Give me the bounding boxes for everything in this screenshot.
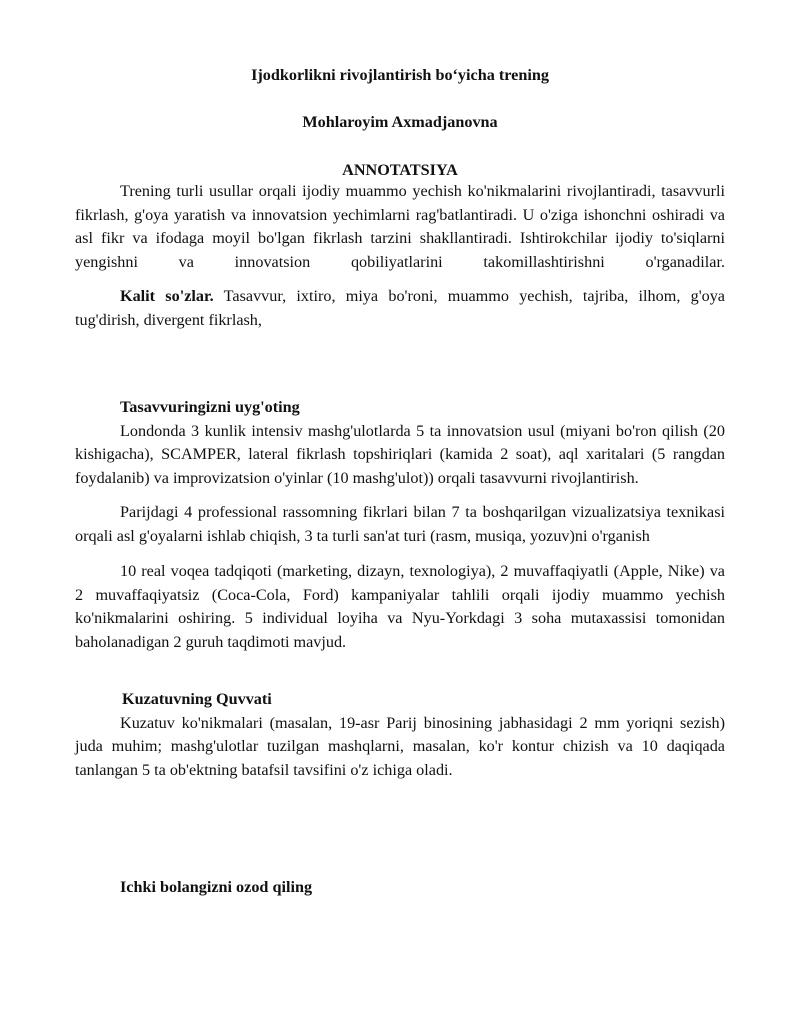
section2-paragraph-1: Kuzatuv ko'nikmalari (masalan, 19-asr Parij binosining jabhasidagi 2 mm yoriqni sezish) juda muhim; mashg'ulotlar tuzilgan mashqlarni, masalan, ko'r kontur chizish va 10 daqiqada tanlangan 5 ta ob'ektning batafsil tavsifini o'z ichiga oladi. <box>75 713 725 779</box>
keywords-paragraph <box>75 285 725 332</box>
section1-paragraph-1: Londonda 3 kunlik intensiv mashg'ulotlarda 5 ta innovatsion usul (miyani bo'ron qilish (20 kishigacha), SCAMPER, lateral fikrlash topshiriqlari (kamida 2 soat), aql xaritalari (5 rangdan foydalanib) va improvizatsion o'yinlar (10 mashg'ulot)) orqali tasavvurni rivojlantirish. <box>75 421 725 487</box>
annotation-heading: ANNOTATSIYA <box>342 161 458 179</box>
section1-paragraph-3: 10 real voqea tadqiqoti (marketing, dizayn, texnologiya), 2 muvaffaqiyatli (Apple, Nike) va 2 muvaffaqiyatsiz (Coca-Cola, Ford) kampaniyalar tahlili orqali ijodiy muammo yechish ko'nikmalarini oshiring. 5 individual loyiha va Nyu-Yorkdagi 3 soha mutaxassisi tomonidan baholanadigan 2 guruh taqdimoti mavjud. <box>75 562 725 651</box>
annotation-paragraph: Trening turli usullar orqali ijodiy muammo yechish ko'nikmalarini rivojlantiradi, tasavvurli fikrlash, g'oya yaratish va innovatsion yechimlarni rag'batlantiradi. U o'ziga ishonchni oshiradi va asl fikr va ifodaga moyil bo'lgan fikrlash tarzini shakllantiradi. Ishtirokchilar ijodiy to'siqlarni yengishni va innovatsion qobiliyatlarini takomillashtirishni o'rganadilar. <box>75 182 725 271</box>
keywords-text: Tasavvur, ixtiro, miya bo'roni, muammo yechish, tajriba, ilhom, g'oya tug'dirish, divergent fikrlash, <box>75 287 725 329</box>
document-author: Mohlaroyim Axmadjanovna <box>302 113 498 131</box>
section-heading-imagination: Tasavvuringizni uyg'oting <box>120 398 300 416</box>
document-page <box>75 0 725 900</box>
keywords-label: Kalit so'zlar. <box>120 287 214 305</box>
section1-paragraph-2: Parijdagi 4 professional rassomning fikrlari bilan 7 ta boshqarilgan vizualizatsiya texnikasi orqali asl g'oyalarni ishlab chiqish, 3 ta turli san'at turi (rasm, musiqa, yozuv)ni o'rganish <box>75 503 725 545</box>
document-title: Ijodkorlikni rivojlantirish bo‘yicha trening <box>251 66 549 84</box>
section-heading-observation: Kuzatuvning Quvvati <box>122 690 272 708</box>
section-heading-inner-child: Ichki bolangizni ozod qiling <box>120 878 313 896</box>
